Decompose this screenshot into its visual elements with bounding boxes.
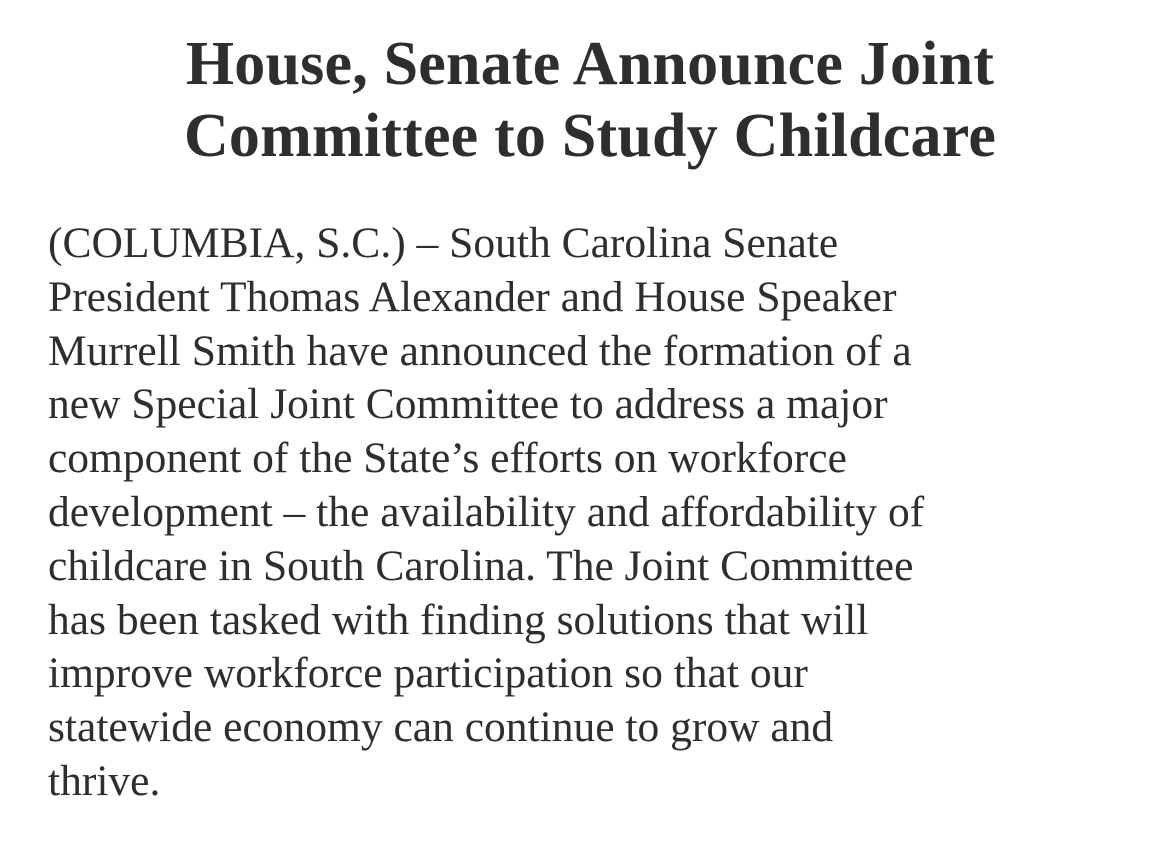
body-line: thrive. [48, 756, 161, 805]
body-line: President Thomas Alexander and House Speaker [48, 272, 897, 321]
body-line: improve workforce participation so that our [48, 649, 808, 698]
headline [60, 28, 1120, 172]
headline-line: Committee to Study Childcare [183, 102, 997, 170]
body-line: new Special Joint Committee to address a major [48, 380, 888, 429]
body-paragraph [48, 217, 1148, 809]
body-line: has been tasked with finding solutions that will [48, 595, 869, 644]
body-line: component of the State’s efforts on workforce [48, 434, 847, 483]
body-line: statewide economy can continue to grow and [48, 703, 834, 752]
body-line: (COLUMBIA, S.C.) – South Carolina Senate [48, 219, 839, 267]
headline-line: House, Senate Announce Joint [185, 30, 995, 98]
body-line: childcare in South Carolina. The Joint Committee [48, 541, 914, 590]
body-line: Murrell Smith have announced the formation of a [48, 326, 912, 375]
body-line: development – the availability and affordability of [48, 487, 925, 536]
